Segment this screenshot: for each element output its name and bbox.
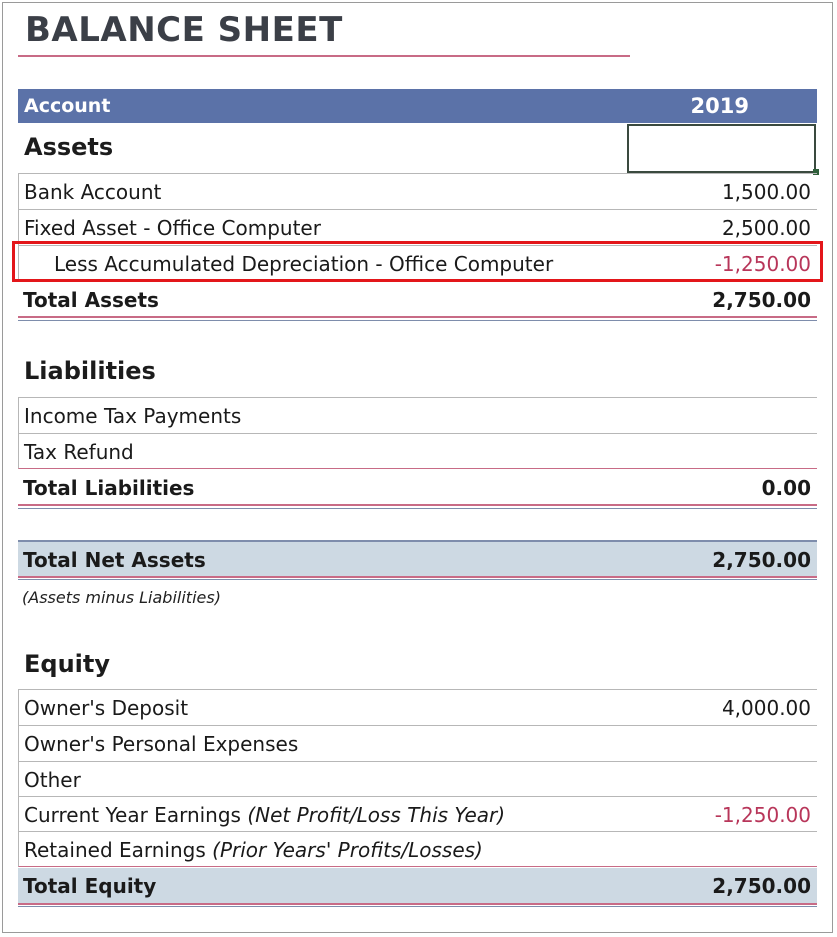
row-label-note: (Net Profit/Loss This Year) — [247, 803, 506, 827]
double-underline — [18, 903, 817, 907]
table-row[interactable] — [18, 796, 817, 832]
row-label-text: Current Year Earnings — [24, 803, 248, 827]
header-year: 2019 — [690, 94, 749, 118]
table-row[interactable] — [18, 209, 817, 245]
highlight-box — [12, 241, 823, 282]
row-label: Income Tax Payments — [24, 404, 242, 428]
row-label: Fixed Asset - Office Computer — [24, 216, 321, 240]
table-row[interactable] — [18, 831, 817, 867]
total-net-assets-row[interactable] — [18, 540, 817, 576]
double-underline — [18, 316, 817, 321]
table-row[interactable] — [18, 725, 817, 761]
table-header — [18, 89, 817, 123]
row-label: Less Accumulated Depreciation - Office Computer — [54, 252, 554, 276]
row-label-text: Owner's Personal Expenses — [24, 732, 299, 756]
row-value: -1,250.00 — [714, 803, 811, 827]
table-row[interactable] — [18, 397, 817, 433]
double-underline — [18, 504, 817, 509]
table-row[interactable] — [18, 761, 817, 797]
selected-cell[interactable] — [627, 124, 816, 173]
total-equity-row[interactable] — [18, 868, 817, 904]
total-label: Total Equity — [23, 874, 157, 898]
row-label — [24, 732, 298, 756]
row-label-text: Owner's Deposit — [24, 696, 189, 720]
row-label — [24, 768, 81, 792]
total-label: Total Net Assets — [23, 548, 206, 572]
table-row[interactable] — [18, 173, 817, 209]
total-value: 2,750.00 — [712, 288, 811, 312]
row-label-note: (Prior Years' Profits/Losses) — [212, 838, 483, 862]
row-label: Tax Refund — [24, 440, 134, 464]
total-value: 2,750.00 — [712, 548, 811, 572]
total-label: Total Assets — [23, 288, 159, 312]
liabilities-heading: Liabilities — [24, 357, 156, 385]
row-value: 1,500.00 — [721, 180, 811, 204]
row-value: 2,500.00 — [721, 216, 811, 240]
page-title: BALANCE SHEET — [25, 10, 343, 50]
row-label — [24, 803, 505, 827]
assets-heading: Assets — [24, 133, 114, 161]
equity-heading: Equity — [24, 650, 111, 678]
total-assets-row[interactable] — [18, 282, 817, 318]
table-row[interactable] — [18, 689, 817, 725]
row-value: -1,250.00 — [714, 252, 811, 276]
double-underline — [18, 576, 817, 580]
total-value: 0.00 — [761, 476, 811, 500]
row-label-text: Retained Earnings — [24, 838, 213, 862]
total-label: Total Liabilities — [23, 476, 195, 500]
row-label: Bank Account — [24, 180, 162, 204]
net-assets-note: (Assets minus Liabilities) — [22, 588, 221, 607]
row-label — [24, 696, 188, 720]
table-row[interactable] — [18, 433, 817, 469]
header-account: Account — [24, 95, 111, 117]
title-underline — [18, 55, 630, 57]
row-value: 4,000.00 — [721, 696, 811, 720]
row-label — [24, 838, 483, 862]
total-liabilities-row[interactable] — [18, 470, 817, 506]
total-value: 2,750.00 — [712, 874, 811, 898]
row-label-text: Other — [24, 768, 81, 792]
